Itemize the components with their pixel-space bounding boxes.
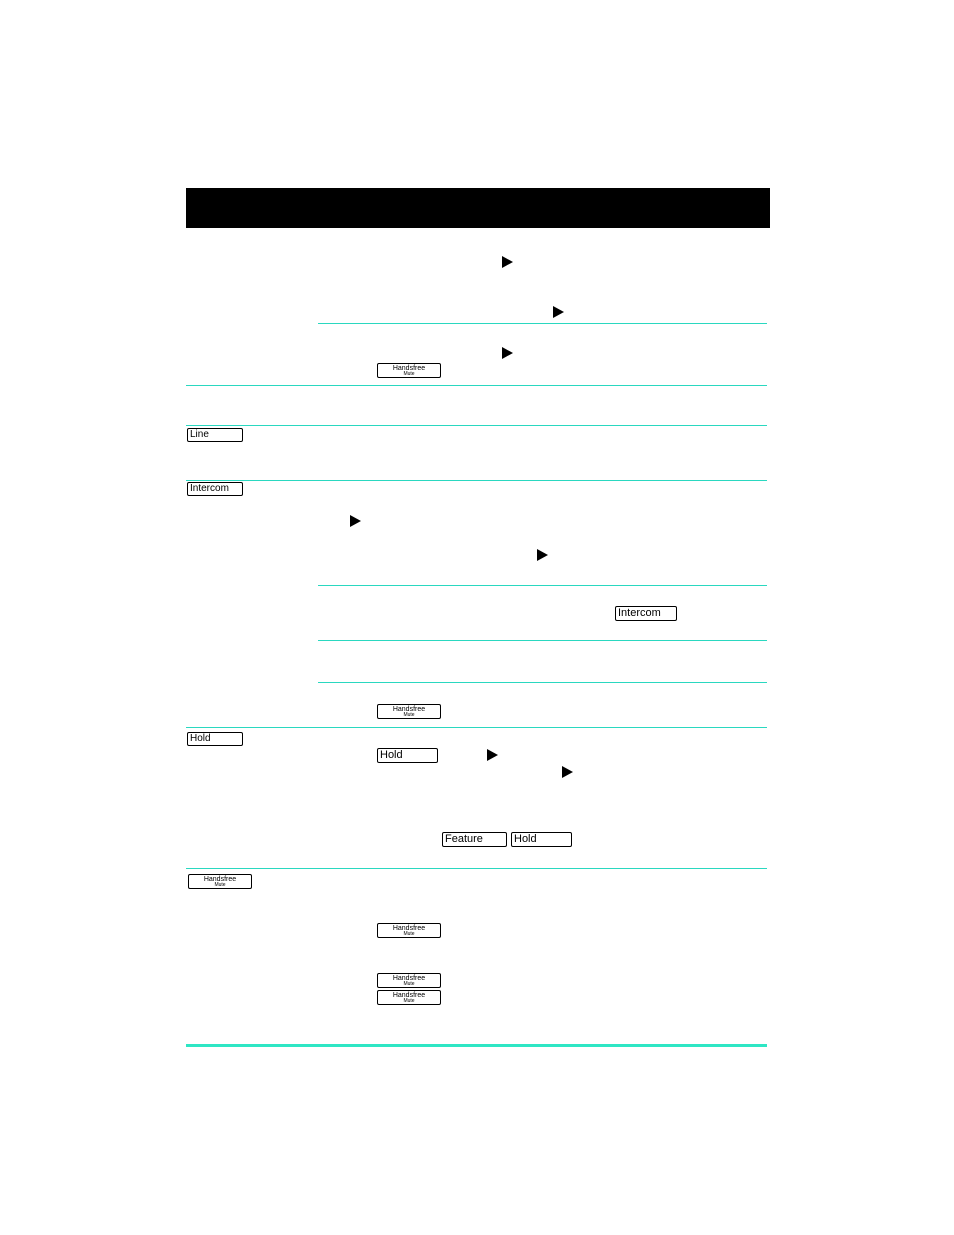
play-arrow-icon <box>502 347 513 359</box>
mute-label: Mute <box>214 881 226 888</box>
handsfree-mute-key <box>377 704 441 719</box>
play-arrow-icon <box>502 256 513 268</box>
mute-label: Mute <box>403 370 415 377</box>
section-header-bar <box>186 188 770 228</box>
play-arrow-icon <box>553 306 564 318</box>
intercom-key <box>615 606 677 621</box>
hold-key-label: Hold <box>514 833 537 845</box>
intercom-key-label: Intercom <box>618 607 661 619</box>
mute-label: Mute <box>403 711 415 718</box>
handsfree-label: Handsfree <box>392 924 426 932</box>
bottom-rule <box>186 1044 767 1047</box>
mute-label: Mute <box>403 980 415 987</box>
divider <box>186 727 767 728</box>
feature-key <box>442 832 507 847</box>
play-arrow-icon <box>487 749 498 761</box>
play-arrow-icon <box>350 515 361 527</box>
divider <box>318 682 767 683</box>
divider <box>186 385 767 386</box>
handsfree-label: Handsfree <box>392 705 426 713</box>
feature-key-label: Feature <box>445 833 483 845</box>
play-arrow-icon <box>562 766 573 778</box>
handsfree-mute-key <box>377 363 441 378</box>
hold-key-label: Hold <box>380 749 403 761</box>
intercom-key-label: Intercom <box>190 483 229 494</box>
divider <box>186 868 767 869</box>
handsfree-mute-key <box>188 874 252 889</box>
hold-key <box>377 748 438 763</box>
handsfree-label: Handsfree <box>203 875 237 883</box>
play-arrow-icon <box>537 549 548 561</box>
hold-key <box>511 832 572 847</box>
divider <box>318 640 767 641</box>
divider <box>186 425 767 426</box>
handsfree-mute-key <box>377 973 441 988</box>
divider <box>186 480 767 481</box>
line-key-label: Line <box>190 429 209 440</box>
handsfree-label: Handsfree <box>392 974 426 982</box>
intercom-key <box>187 482 243 496</box>
handsfree-label: Handsfree <box>392 364 426 372</box>
handsfree-mute-key <box>377 923 441 938</box>
divider <box>318 585 767 586</box>
hold-key <box>187 732 243 746</box>
hold-key-label: Hold <box>190 733 211 744</box>
handsfree-label: Handsfree <box>392 991 426 999</box>
divider <box>318 323 767 324</box>
mute-label: Mute <box>403 997 415 1004</box>
handsfree-mute-key <box>377 990 441 1005</box>
line-key <box>187 428 243 442</box>
mute-label: Mute <box>403 930 415 937</box>
